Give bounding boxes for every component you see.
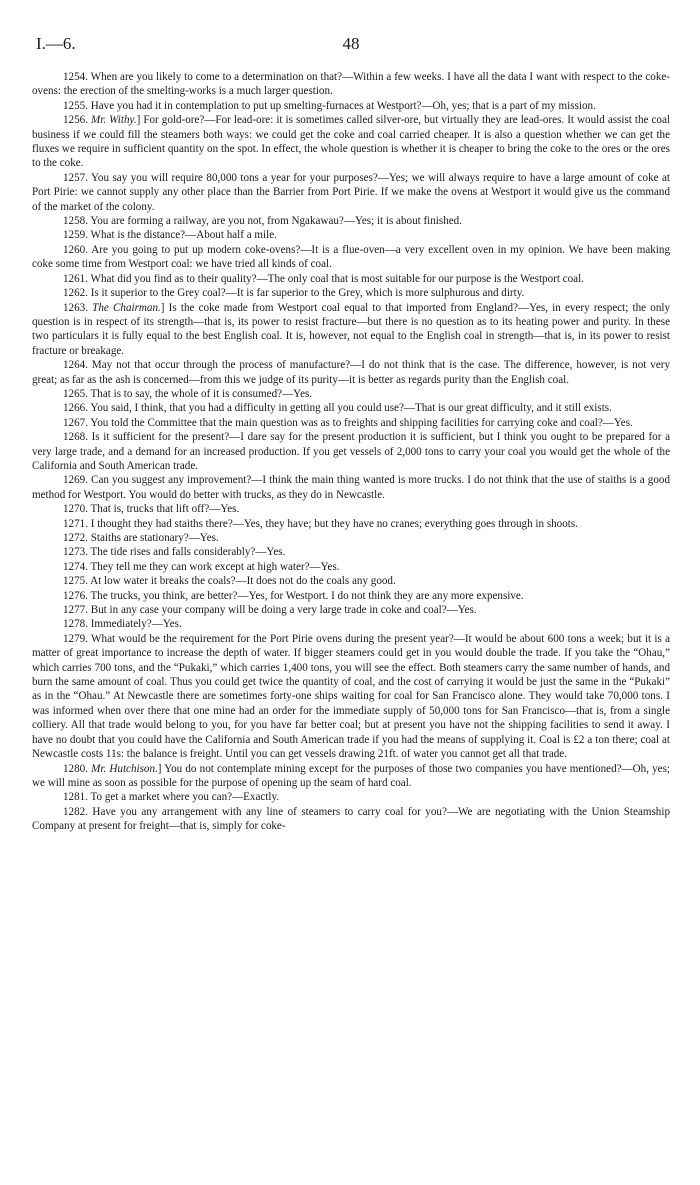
paragraph-1258: 1258. You are forming a railway, are you not, from Ngakawau?—Yes; it is about finished. bbox=[63, 215, 462, 228]
paragraph-1271: 1271. I thought they had staiths there?—Yes, they have; but they have no cranes; everything goes through in shoots. bbox=[63, 517, 578, 530]
paragraph-1274: 1274. They tell me they can work except at high water?—Yes. bbox=[63, 560, 340, 573]
paragraph-1268: 1268. Is it sufficient for the present?—I dare say for the present production it is sufficient, but I think you ought to be prepared for a very large trade, and a demand for an increased production. If you get vessels of 2,000 tons to carry your coal you would get the whole of the California and South American trade. bbox=[32, 431, 670, 472]
paragraph-1279: 1279. What would be the requirement for the Port Pirie ovens during the present year?—It would be about 600 tons a week; but it is a matter of great importance to increase the depth of water. If bigger steamers could get in you would double the trade. If you take the “Ohau,” which carries 700 tons, and the “Pukaki,” which carries 1,400 tons, you will see the effect. Both steamers carry the same number of hands, and burn the same amount of coal. Thus you could get twice the quantity of coal, and the cost of carrying it would be just the same in the “Pukaki” as in the “Ohau.” At Newcastle there are sometimes forty-one ships waiting for coal for San Francisco alone. They would take 70,000 tons. I was informed when over there that one mine had an order for the immediate supply of 50,000 tons for San Francisco—that is, from a single colliery. All that trade would belong to you, for you have far better coal; but at present you have not the shipping facilities to send it away. I have no doubt that you could have the California and South American trade if you had the means of supplying it. Coal is £2 a ton there; coal at Newcastle costs 11s: the balance is freight. Until you can get vessels drawing 21ft. of water you cannot get all that trade. bbox=[32, 632, 670, 761]
paragraph-1282: 1282. Have you any arrangement with any line of steamers to carry coal for you?—We are negotiating with the Union Steamship Company at present for freight—that is, simply for coke- bbox=[32, 805, 670, 833]
paragraph-1265: 1265. That is to say, the whole of it is consumed?—Yes. bbox=[63, 387, 313, 400]
paragraph-1272: 1272. Staiths are stationary?—Yes. bbox=[63, 532, 219, 544]
paragraph-1270: 1270. That is, trucks that lift off?—Yes. bbox=[63, 503, 240, 516]
paragraph-1263: 1263. The Chairman.] Is the coke made from Westport coal equal to that imported from England?—Yes, in every respect; the only question is in respect of its strength—that is, its power to resist fracture—but there is no question as to its heating power and purity. In these two particulars it is fully equal to the best English coal. It is, however, not equal to the English coal in strength—that is, in its power to resist fracture or breakage. bbox=[32, 301, 671, 357]
page-number: 48 bbox=[342, 34, 360, 53]
paragraph-1276: 1276. The trucks, you think, are better?—Yes, for Westport. I do not think they are any more expensive. bbox=[63, 589, 524, 602]
paragraph-1266: 1266. You said, I think, that you had a difficulty in getting all you could use?—That is our great difficulty, and it still exists. bbox=[63, 402, 612, 415]
paragraph-1280: 1280. Mr. Hutchison.] You do not contemplate mining except for the purposes of those two companies you have mentioned?—Oh, yes; we will mine as soon as possible for the purpose of opening up the seam of hard coal. bbox=[32, 762, 670, 789]
paragraph-1278: 1278. Immediately?—Yes. bbox=[63, 618, 182, 631]
paragraph-1275: 1275. At low water it breaks the coals?—It does not do the coals any good. bbox=[63, 575, 396, 588]
paragraph-1281: 1281. To get a market where you can?—Exactly. bbox=[63, 791, 280, 804]
paragraph-1256: 1256. Mr. Withy.] For gold-ore?—For lead-ore: it is sometimes called silver-ore, but virtually they are lead-ores. It would assist the coal business if we could fill the steamers both ways: we could get the coke and coal carried cheaper. It is also a question whether we can get the fluxes we require in sufficient quantity on the spot. In effect, the whole question is whether it is cheaper to bring the coke to the ores or the ores to the coke. bbox=[32, 114, 670, 170]
paragraph-1262: 1262. Is it superior to the Grey coal?—It is far superior to the Grey, which is more sulphurous and dirty. bbox=[63, 287, 525, 300]
page-header bbox=[32, 34, 670, 70]
paragraph-1264: 1264. May not that occur through the process of manufacture?—I do not think that is the case. The difference, however, is not very great; as far as the ash is concerned—from this we judge of its purity—it is better as regards purity than the English coal. bbox=[32, 359, 670, 386]
paragraph-1257: 1257. You say you will require 80,000 tons a year for your purposes?—Yes; we will always require to have a large amount of coke at Port Pirie: we cannot supply any other place than the Barrier from Port Pirie. If we make the ovens at Westport it would give us the command of the market of the colony. bbox=[32, 171, 670, 213]
paragraph-1254: 1254. When are you likely to come to a determination on that?—Within a few weeks. I have all the data I want with respect to the coke-ovens: the erection of the smelting-works is a much larger question. bbox=[32, 71, 670, 98]
paragraph-1259: 1259. What is the distance?—About half a mile. bbox=[63, 229, 277, 242]
paragraph-1267: 1267. You told the Committee that the main question was as to freights and shipping facilities for carrying coke and coal?—Yes. bbox=[63, 416, 633, 429]
paragraph-1269: 1269. Can you suggest any improvement?—I think the main thing wanted is more trucks. I do not think that the use of staiths is a good method for Westport. You would do better with trucks, as they do in Newcastle. bbox=[32, 474, 670, 501]
paragraph-1277: 1277. But in any case your company will be doing a very large trade in coke and coal?—Yes. bbox=[63, 604, 477, 617]
evidence-body bbox=[32, 70, 670, 834]
document-reference: I.—6. bbox=[36, 34, 76, 53]
paragraph-1260: 1260. Are you going to put up modern coke-ovens?—It is a flue-oven—a very excellent oven in my opinion. We have been making coke some time from Westport coal: we have tried all kinds of coal. bbox=[32, 243, 670, 271]
paragraph-1261: 1261. What did you find as to their quality?—The only coal that is most suitable for our purpose is the Westport coal. bbox=[63, 272, 584, 285]
paragraph-1255: 1255. Have you had it in contemplation to put up smelting-furnaces at Westport?—Oh, yes; that is a part of my mission. bbox=[63, 99, 596, 112]
paragraph-1273: 1273. The tide rises and falls considerably?—Yes. bbox=[63, 546, 286, 559]
